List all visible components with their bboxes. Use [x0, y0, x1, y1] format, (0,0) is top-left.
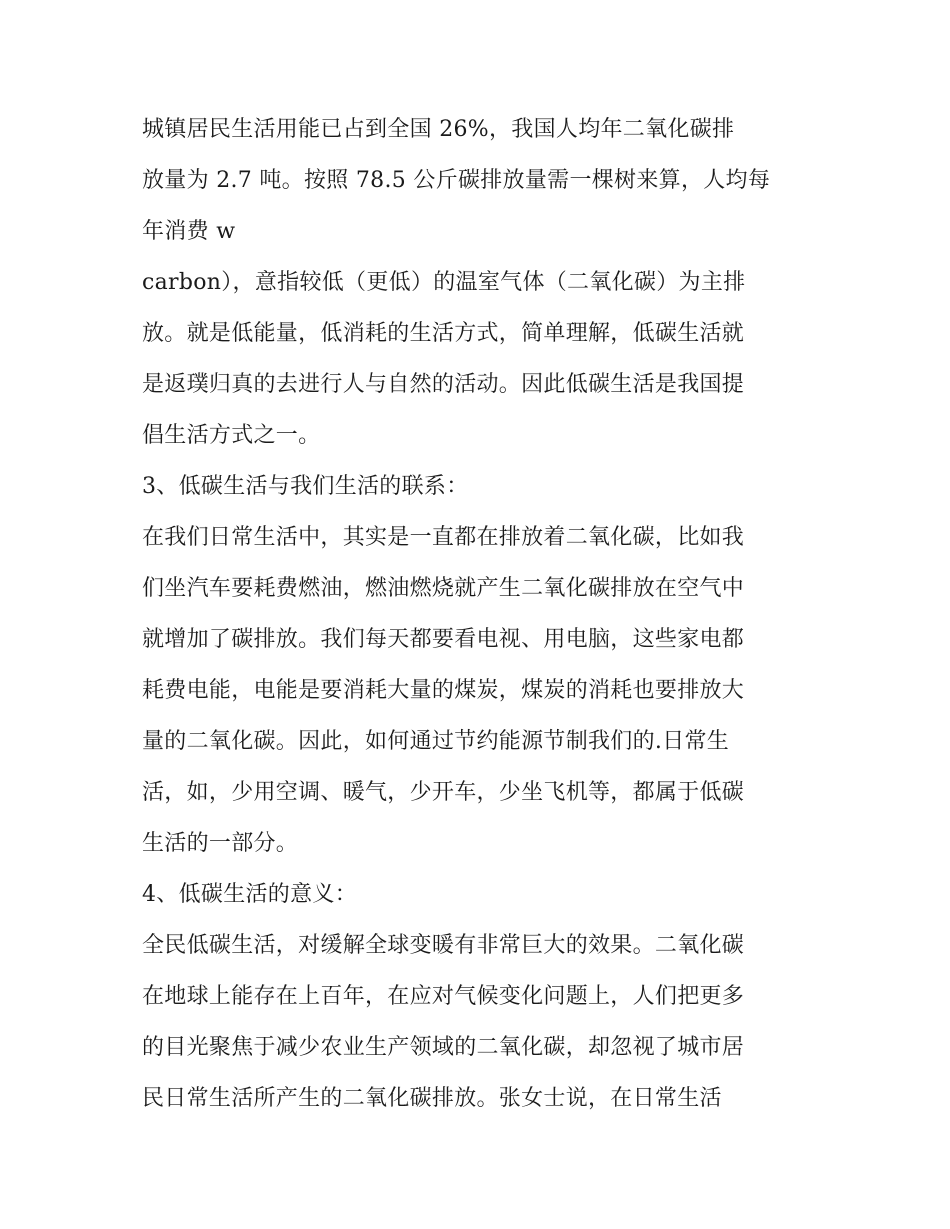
text-line: 放。就是低能量，低消耗的生活方式，简单理解，低碳生活就: [142, 321, 745, 346]
text-line: 在我们日常生活中，其实是一直都在排放着二氧化碳，比如我: [142, 525, 745, 550]
text-line: 全民低碳生活，对缓解全球变暖有非常巨大的效果。二氧化碳: [142, 933, 745, 958]
document-body: [142, 104, 822, 1124]
text-line: 耗费电能，电能是要消耗大量的煤炭，煤炭的消耗也要排放大: [142, 678, 745, 703]
text-line: 城镇居民生活用能已占到全国 26%，我国人均年二氧化碳排: [142, 117, 735, 142]
section-heading: 3、低碳生活与我们生活的联系：: [142, 474, 469, 499]
text-line: 民日常生活所产生的二氧化碳排放。张女士说，在日常生活: [142, 1086, 722, 1111]
text-line: 放量为 2.7 吨。按照 78.5 公斤碳排放量需一棵树来算，人均每: [142, 168, 771, 193]
section-heading: 4、低碳生活的意义：: [142, 882, 357, 907]
text-line: 生活的一部分。: [142, 831, 299, 856]
text-line: 倡生活方式之一。: [142, 423, 321, 448]
text-line: 在地球上能存在上百年，在应对气候变化问题上，人们把更多: [142, 984, 745, 1009]
text-line: 们坐汽车要耗费燃油，燃油燃烧就产生二氧化碳排放在空气中: [142, 576, 745, 601]
text-line: 量的二氧化碳。因此，如何通过节约能源节制我们的.日常生: [142, 729, 730, 754]
text-line: 活，如，少用空调、暖气，少开车，少坐飞机等，都属于低碳: [142, 780, 745, 805]
text-line: 是返璞归真的去进行人与自然的活动。因此低碳生活是我国提: [142, 372, 745, 397]
text-line: carbon），意指较低（更低）的温室气体（二氧化碳）为主排: [142, 270, 746, 295]
text-line: 的目光聚焦于减少农业生产领域的二氧化碳，却忽视了城市居: [142, 1035, 745, 1060]
text-line: 就增加了碳排放。我们每天都要看电视、用电脑，这些家电都: [142, 627, 745, 652]
text-line: 年消费 w: [142, 219, 236, 244]
